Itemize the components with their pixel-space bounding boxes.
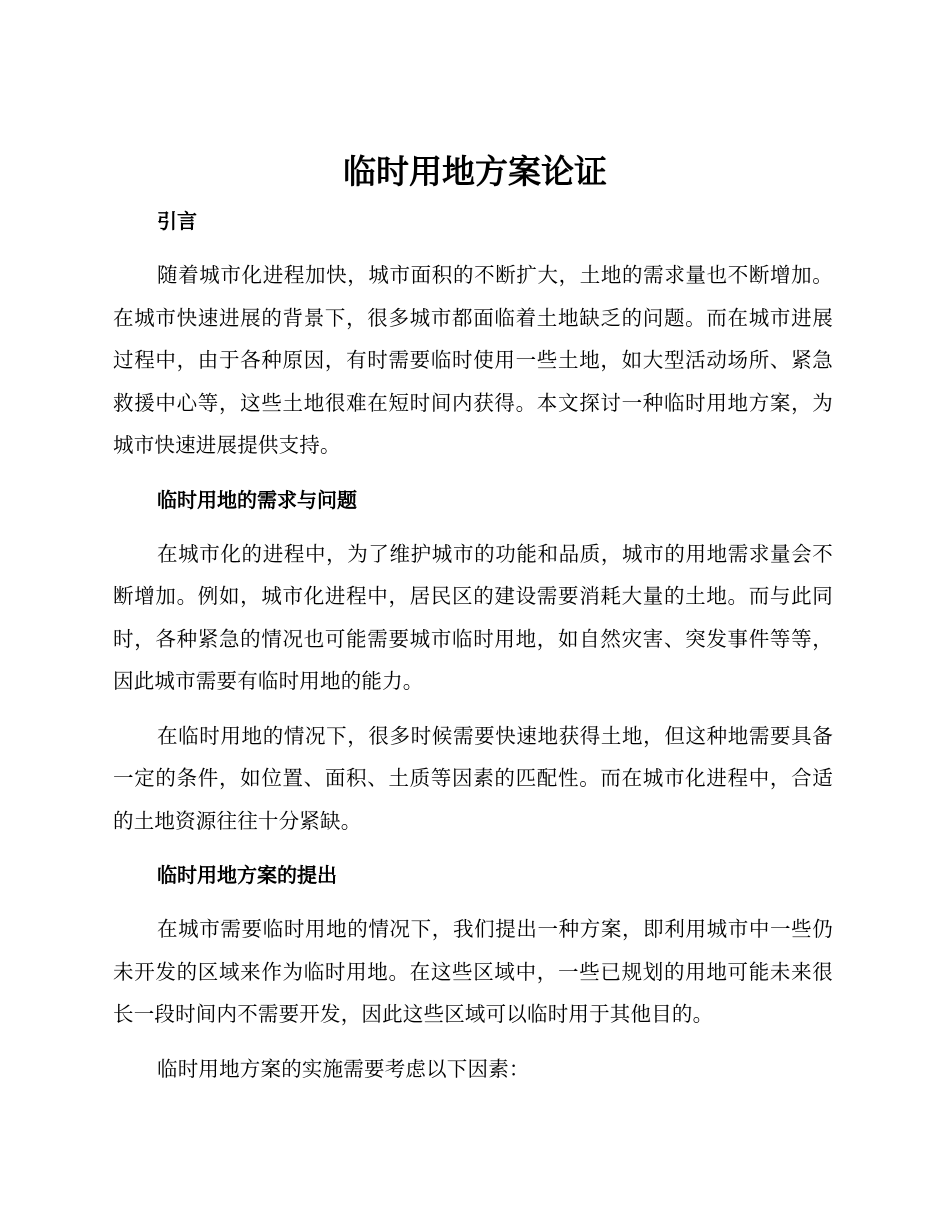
section-demand-and-problems [113, 479, 833, 843]
section-introduction [113, 200, 833, 467]
document-body [113, 200, 833, 1102]
section-heading: 临时用地的需求与问题 [157, 487, 357, 512]
paragraph: 在城市需要临时用地的情况下，我们提出一种方案，即利用城市中一些仍未开发的区域来作为临时用地。在这些区域中，一些已规划的用地可能未来很长一段时间内不需要开发，因此这些区域可以临时用于其他目的。 [113, 917, 833, 1026]
paragraph: 在临时用地的情况下，很多时候需要快速地获得土地，但这种地需要具备一定的条件，如位置、面积、土质等因素的匹配性。而在城市化进程中，合适的土地资源往往十分紧缺。 [113, 723, 833, 833]
section-proposal [113, 854, 833, 1090]
section-heading: 临时用地方案的提出 [157, 863, 337, 887]
paragraph: 随着城市化进程加快，城市面积的不断扩大，土地的需求量也不断增加。在城市快速进展的背景下，很多城市都面临着土地缺乏的问题。而在城市进展过程中，由于各种原因，有时需要临时使用一些土地，如大型活动场所、紧急救援中心等，这些土地很难在短时间内获得。本文探讨一种临时用地方案，为城市快速进展提供支持。 [113, 263, 833, 457]
section-heading: 引言 [157, 209, 197, 233]
document-title: 临时用地方案论证 [343, 152, 607, 191]
paragraph: 临时用地方案的实施需要考虑以下因素： [157, 1056, 530, 1081]
paragraph: 在城市化的进程中，为了维护城市的功能和品质，城市的用地需求量会不断增加。例如，城市化进程中，居民区的建设需要消耗大量的土地。而与此同时，各种紧急的情况也可能需要城市临时用地，如自然灾害、突发事件等等，因此城市需要有临时用地的能力。 [113, 541, 833, 693]
